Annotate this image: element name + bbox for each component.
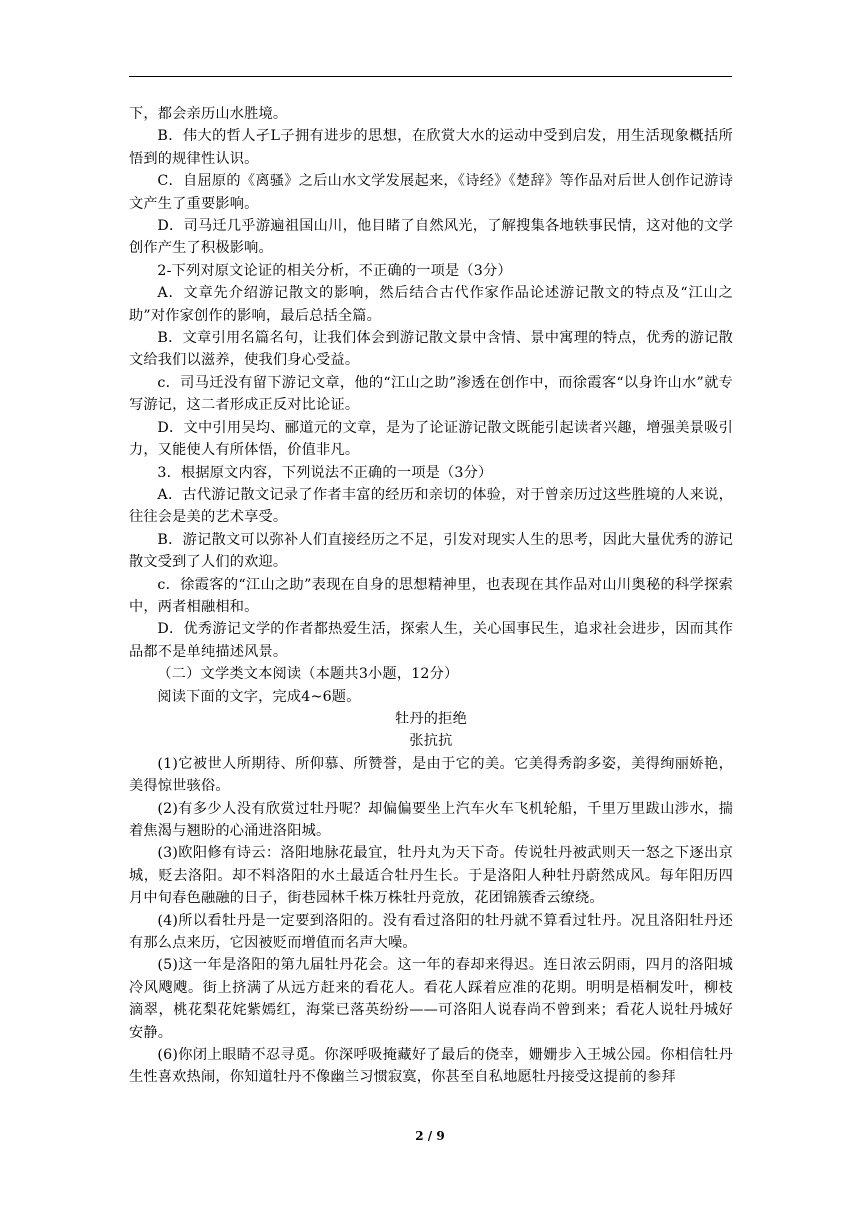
question-2: 2-下列对原文论证的相关分析，不正确的一项是（3分） <box>157 262 512 279</box>
article-paragraph-6: (6)你闭上眼睛不忍寻觅。你深呼吸掩藏好了最后的侥幸，姗姗步入王城公园。你相信牡丹生性喜欢热闹，你知道牡丹不像幽兰习惯寂寞，你甚至自私地愿牡丹接受这提前的参拜 <box>129 1047 733 1086</box>
option-b-q3: B．游记散文可以弥补人们直接经历之不足，引发对现实人生的思考，因此大量优秀的游记散文受到了人们的欢迎。 <box>129 531 733 571</box>
article-paragraph-5: (5)这一年是洛阳的第九届牡丹花会。这一年的春却来得迟。连日浓云阴雨，四月的洛阳城冷风飕飕。街上挤满了从远方赶来的看花人。看花人踩着应准的花期。明明是梧桐发叶，柳枝滴翠，桃花梨花姹紫嫣红，海棠已落英纷纷——可洛阳人说春尚不曾到来；看花人说牡丹城好安静。 <box>129 957 733 1041</box>
article-paragraph-4: (4)所以看牡丹是一定要到洛阳的。没有看过洛阳的牡丹就不算看过牡丹。况且洛阳牡丹还有那么点来历，它因被贬而增值而名声大噪。 <box>129 912 733 952</box>
option-b-q1: B．伟大的哲人孑L子拥有进步的思想，在欣赏大水的运动中受到启发，用生活现象概括所悟到的规律性认识。 <box>129 128 733 167</box>
option-b-q2: B．文章引用名篇名句，让我们体会到游记散文景中含情、景中寓理的特点，优秀的游记散文给我们以滋养，使我们身心受益。 <box>129 330 733 369</box>
option-a-q2: A．文章先介绍游记散文的影响，然后结合古代作家作品论述游记散文的特点及“江山之助”对作家创作的影响，最后总括全篇。 <box>129 285 733 324</box>
article-author: 张抗抗 <box>409 733 453 750</box>
header-rule <box>129 76 732 77</box>
option-d-q1: D．司马迁几乎游遍祖国山川，他目睹了自然风光，了解搜集各地轶事民情，这对他的文学创作产生了积极影响。 <box>129 218 733 257</box>
reading-instruction: 阅读下面的文字，完成4~6题。 <box>157 688 361 705</box>
article-paragraph-1: (1)它被世人所期待、所仰慕、所赞誉，是由于它的美。它美得秀韵多姿，美得绚丽娇艳，美得惊世骇俗。 <box>129 755 733 795</box>
option-c-q2: c．司马迁没有留下游记文章，他的“江山之助”渗透在创作中，而徐霞客“以身许山水”就专写游记，这二者形成正反对比论证。 <box>129 374 733 414</box>
section-heading: （二）文学类文本阅读（本题共3小题，12分） <box>157 666 459 683</box>
option-d-q3: D．优秀游记文学的作者都热爱生活，探索人生，关心国事民生，追求社会进步，因而其作品都不是单纯描述风景。 <box>129 621 733 660</box>
option-a-q3: A．古代游记散文记录了作者丰富的经历和亲切的体验，对于曾亲历过这些胜境的人来说，往往会是美的艺术享受。 <box>129 486 733 526</box>
article-paragraph-3: (3)欧阳修有诗云：洛阳地脉花最宜，牡丹丸为天下奇。传说牡丹被武则天一怒之下逐出京城，贬去洛阳。却不料洛阳的水土最适合牡丹生长。于是洛阳人种牡丹蔚然成风。每年阳历四月中旬春色融融的日子，街巷园林千株万株牡丹竞放，花团锦簇香云缭绕。 <box>129 845 733 907</box>
page-number: 2 / 9 <box>415 1129 445 1143</box>
article-title: 牡丹的拒绝 <box>395 710 467 727</box>
option-d-q2: D．文中引用吴均、郦道元的文章，是为了论证游记散文既能引起读者兴趣，增强美景吸引力，又能使人有所体悟，价值非凡。 <box>129 419 733 459</box>
question-3: 3．根据原文内容，下列说法不正确的一项是（3分） <box>157 464 493 481</box>
article-paragraph-2: (2)有多少人没有欣赏过牡丹呢？却偏偏要坐上汽车火车飞机轮船，千里万里跋山涉水，揣着焦渴与翘盼的心涌进洛阳城。 <box>129 800 733 839</box>
option-c-q3: c．徐霞客的“江山之助”表现在自身的思想精神里，也表现在其作品对山川奥秘的科学探索中，两者相融相和。 <box>129 576 733 615</box>
paragraph-continuation: 下，都会亲历山水胜境。 <box>129 106 288 122</box>
document-body <box>129 103 733 1089</box>
option-c-q1: C．自屈原的《离骚》之后山水文学发展起来，《诗经》《楚辞》等作品对后世人创作记游诗文产生了重要影响。 <box>129 173 733 212</box>
